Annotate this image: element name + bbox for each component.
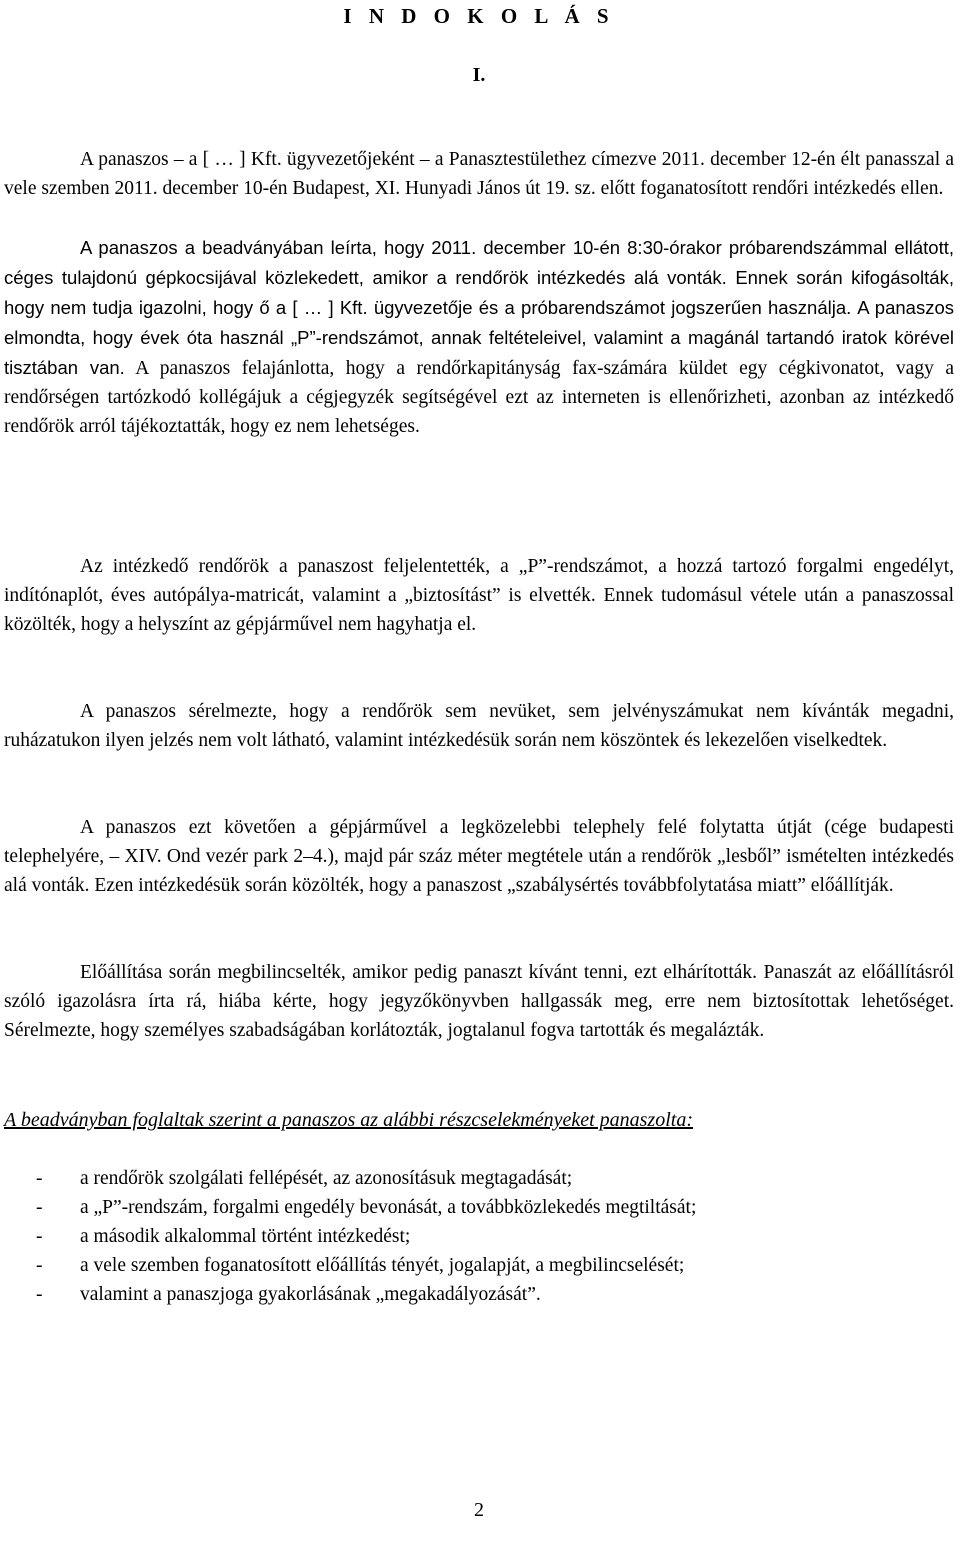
paragraph-6: Előállítása során megbilincselték, amikor pedig panaszt kívánt tenni, ezt elhárították. Panaszát az előállításról szóló igazolásra írta rá, hiába kérte, hogy jegyzőkönyvben hallgassák meg, erre nem biztosítottak lehetőséget. Sérelmezte, hogy személyes szabadságában korlátozták, jogtalanul fogva tartották és megalázták. [4,962,954,1041]
complaint-list [4,1164,954,1309]
list-item [4,1222,954,1251]
list-item-text: a második alkalommal történt intézkedést; [80,1226,411,1247]
list-dash: - [36,1255,43,1276]
paragraph-1: A panaszos – a [ … ] Kft. ügyvezetőjeként – a Panasztestülethez címezve 2011. december 12-én élt panasszal a vele szemben 2011. december 10-én Budapest, XI. Hunyadi János út 19. sz. előtt foganatosított rendőri intézkedés ellen. [4,149,954,199]
list-item-text: valamint a panaszjoga gyakorlásának „megakadályozását”. [80,1284,541,1305]
list-heading: A beadványban foglaltak szerint a panaszos az alábbi részcselekményeket panaszolta: [4,1109,693,1131]
paragraph-3: Az intézkedő rendőrök a panaszost feljelentették, a „P”-rendszámot, a hozzá tartozó forgalmi engedélyt, indítónaplót, éves autópálya-matricát, valamint a „biztosítást” is elvették. Ennek tudomásul vétele után a panaszossal közölték, hogy a helyszínt az gépjárművel nem hagyhatja el. [4,556,954,635]
section-number: I. [472,64,486,86]
list-item [4,1193,954,1222]
document-title: I N D O K O L Á S [343,4,615,28]
list-item-text: a „P”-rendszám, forgalmi engedély bevonását, a továbbközlekedés megtiltását; [80,1197,697,1218]
list-dash: - [36,1284,43,1305]
list-dash: - [36,1226,43,1247]
list-dash: - [36,1197,43,1218]
list-dash: - [36,1168,43,1189]
list-item-text: a vele szemben foganatosított előállítás tényét, jogalapját, a megbilincselését; [80,1255,685,1276]
paragraph-2b-text: A panaszos elmondta, hogy évek óta használ „P”-rendszámot, annak feltételeivel, valamint a magánál tartandó iratok körével tisztában van. [4,297,955,378]
list-item-text: a rendőrök szolgálati fellépését, az azonosításuk megtagadását; [80,1168,573,1189]
paragraph-4: A panaszos sérelmezte, hogy a rendőrök sem nevüket, sem jelvényszámukat nem kívánták megadni, ruházatukon ilyen jelzés nem volt látható, valamint intézkedésük során nem köszöntek és lekezelően viselkedtek. [4,701,954,751]
list-item [4,1280,954,1309]
list-item [4,1164,954,1193]
paragraph-5: A panaszos ezt követően a gépjárművel a legközelebbi telephely felé folytatta útját (cége budapesti telephelyére, – XIV. Ond vezér park 2–4.), majd pár száz méter megtétele után a rendőrök „lesből” ismételten intézkedés alá vonták. Ezen intézkedésük során közölték, hogy a panaszost „szabálysértés továbbfolytatása miatt” előállítják. [4,817,954,896]
list-item [4,1251,954,1280]
paragraph-2 [4,233,954,441]
page-number: 2 [474,1499,484,1521]
paragraph-2c-text: A panaszos felajánlotta, hogy a rendőrkapitányság fax-számára küldet egy cégkivonatot, vagy a rendőrségen tartózkodó kollégájuk a cégjegyzék segítségével ezt az interneten is ellenőrizheti, azonban az intézkedő rendőrök arról tájékoztatták, hogy ez nem lehetséges. [4,358,954,437]
paragraph-2-text: A panaszos a beadványában leírta, hogy 2011. december 10-én 8:30-órakor próbarendszámmal ellátott, céges tulajdonú gépkocsijával közlekedett, amikor a rendőrök intézkedés alá vonták. Ennek során kifogásolták, hogy nem tudja igazolni, hogy ő a [ … ] Kft. ügyvezetője és a próbarendszámot jogszerűen használja. [4,237,954,318]
